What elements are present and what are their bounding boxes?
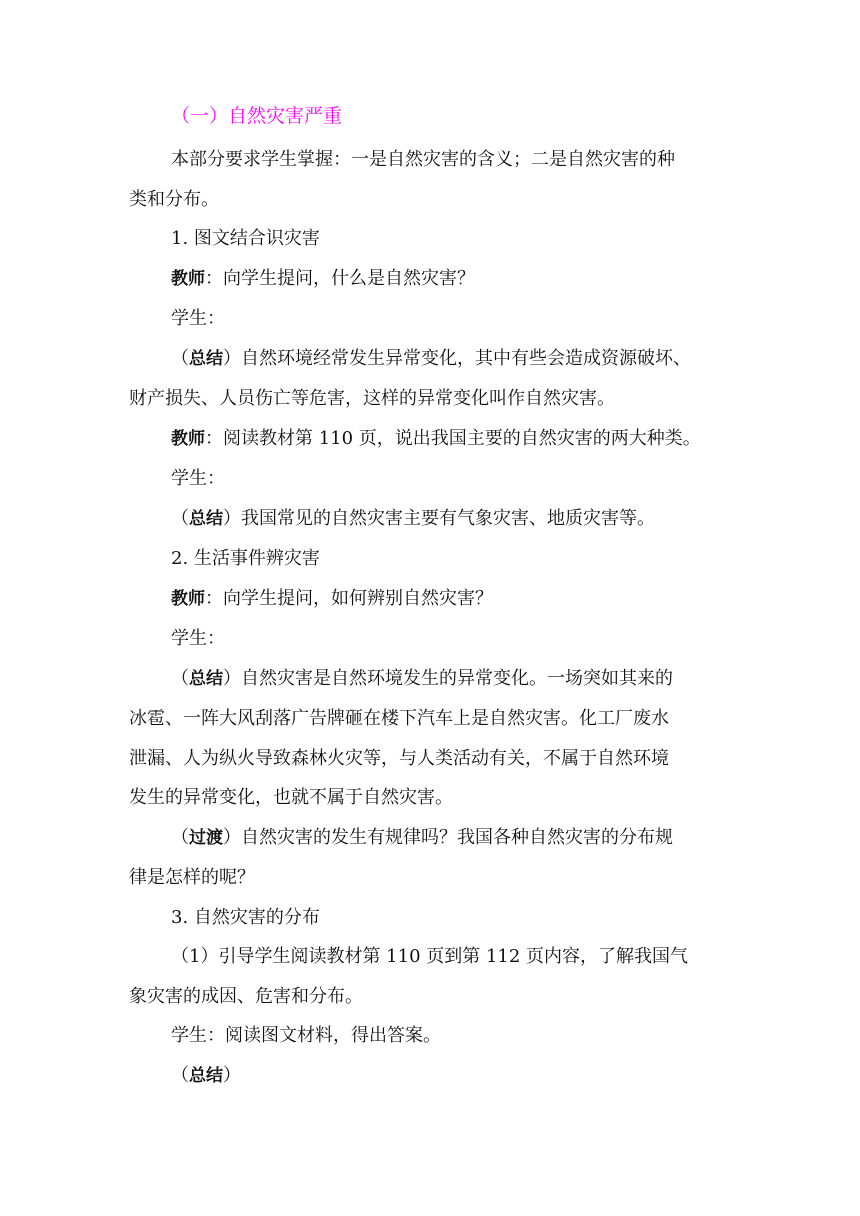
teacher-question-1: 教师：向学生提问，什么是自然灾害？ bbox=[171, 267, 475, 289]
summary-3: （总结）自然灾害是自然环境发生的异常变化。一场突如其来的 冰雹、一阵大风刮落广告牌砸在楼下汽车上是自然灾害。化工厂废水 泄漏、人为纵火导致森林火灾等，与人类活动有关，不属于自然环境 发生的异常变化，也就不属于自然灾害。 bbox=[129, 667, 673, 808]
transition-paragraph: （过渡）自然灾害的发生有规律吗？我国各种自然灾害的分布规 律是怎样的呢？ bbox=[129, 826, 673, 888]
teacher-question-3: 教师：向学生提问，如何辨别自然灾害？ bbox=[171, 587, 493, 609]
summary-1: （总结）自然环境经常发生异常变化，其中有些会造成资源破坏、 财产损失、人员伤亡等危害，这样的异常变化叫作自然灾害。 bbox=[129, 347, 691, 409]
subsection-title-2: 2. 生活事件辨灾害 bbox=[171, 548, 320, 569]
document-body bbox=[129, 140, 731, 1096]
guide-paragraph: （1）引导学生阅读教材第 110 页到第 112 页内容，了解我国气 象灾害的成因、危害和分布。 bbox=[129, 946, 689, 1007]
student-answer-4: 学生：阅读图文材料，得出答案。 bbox=[171, 1025, 441, 1046]
subsection-title-1: 1. 图文结合识灾害 bbox=[171, 228, 320, 249]
teacher-question-2: 教师：阅读教材第 110 页，说出我国主要的自然灾害的两大种类。 bbox=[171, 427, 701, 449]
summary-2: （总结）我国常见的自然灾害主要有气象灾害、地质灾害等。 bbox=[171, 507, 655, 529]
summary-4: （总结） bbox=[171, 1064, 241, 1086]
section-heading: （一）自然灾害严重 bbox=[171, 105, 343, 127]
intro-paragraph: 本部分要求学生掌握：一是自然灾害的含义；二是自然灾害的种 类和分布。 bbox=[129, 149, 675, 210]
student-answer-1: 学生： bbox=[171, 308, 225, 329]
subsection-title-3: 3. 自然灾害的分布 bbox=[171, 906, 320, 928]
student-answer-2: 学生： bbox=[171, 468, 225, 489]
student-answer-3: 学生： bbox=[171, 628, 225, 649]
